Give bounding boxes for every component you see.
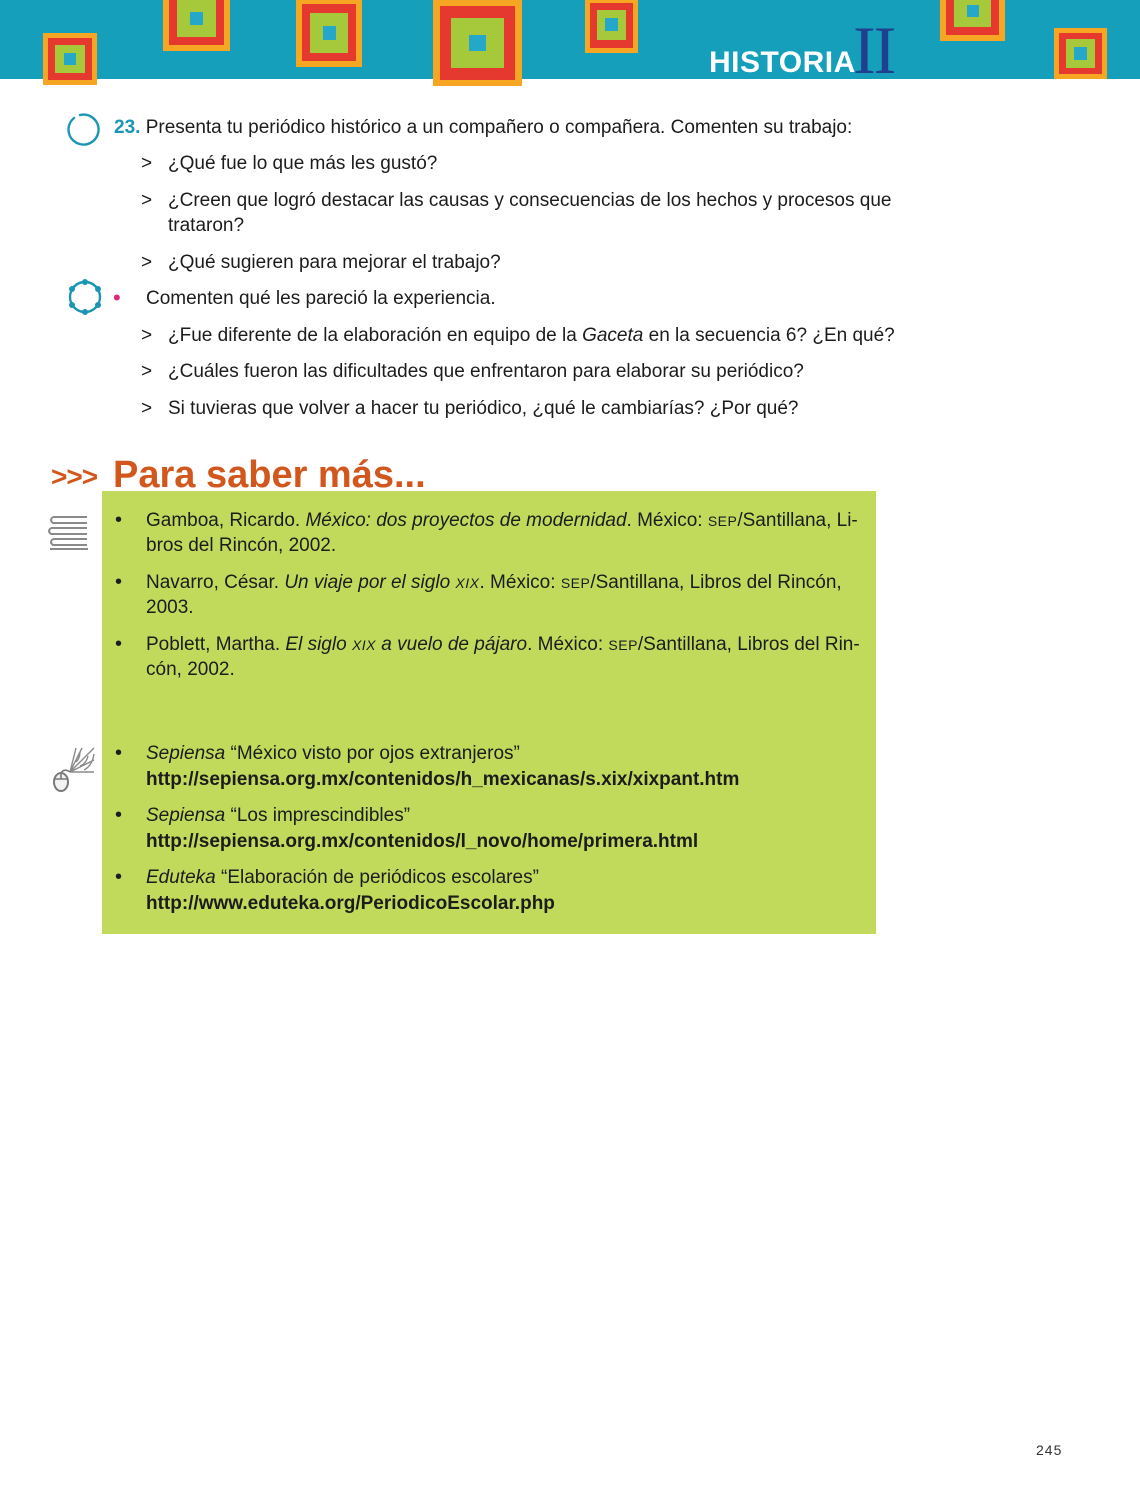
question-1: ¿Qué fue lo que más les gustó? bbox=[168, 153, 438, 174]
group-intro: Comenten qué les pareció la experiencia. bbox=[146, 288, 496, 309]
subject-title: HISTORIA bbox=[709, 46, 856, 79]
text: a vuelo de pájaro bbox=[376, 634, 528, 655]
web-link-1[interactable]: http://sepiensa.org.mx/contenidos/h_mexicanas/s.xix/xixpant.htm bbox=[146, 769, 740, 790]
group-activity-icon bbox=[65, 278, 105, 316]
text: en la secuencia 6? ¿En qué? bbox=[643, 325, 895, 346]
page-number: 245 bbox=[1036, 1442, 1063, 1458]
text: . México: bbox=[479, 572, 561, 593]
question-marker: > bbox=[141, 325, 153, 346]
decorative-square bbox=[585, 0, 638, 53]
web-bullet: • bbox=[115, 866, 123, 888]
section-arrows: >>> bbox=[51, 461, 98, 492]
book-title: México: dos proyectos de modernidad bbox=[305, 510, 627, 531]
individual-activity-icon bbox=[66, 112, 104, 148]
web-bullet: • bbox=[115, 804, 123, 826]
web-reference-2 bbox=[146, 803, 862, 828]
group-question-3: Si tuvieras que volver a hacer tu periódico, ¿qué le cambiarías? ¿Por qué? bbox=[168, 398, 799, 419]
decorative-square bbox=[163, 0, 230, 51]
book-reference-3-cont: cón, 2002. bbox=[146, 659, 235, 680]
book-bullet: • bbox=[115, 509, 123, 531]
publisher-abbr: SEP bbox=[560, 575, 591, 591]
decorative-square bbox=[940, 0, 1005, 41]
decorative-square bbox=[43, 33, 97, 85]
text: El siglo bbox=[285, 634, 352, 655]
site-name: Eduteka bbox=[146, 867, 216, 888]
question-marker: > bbox=[141, 153, 153, 174]
book-reference-2 bbox=[146, 570, 862, 596]
question-marker: > bbox=[141, 361, 153, 382]
web-reference-1 bbox=[146, 741, 862, 766]
text: “México visto por ojos extranjeros” bbox=[225, 743, 520, 764]
book-reference-1-cont: bros del Rincón, 2002. bbox=[146, 535, 337, 556]
web-link-3[interactable]: http://www.eduteka.org/PeriodicoEscolar.php bbox=[146, 893, 555, 914]
book-reference-1 bbox=[146, 508, 862, 534]
text: . México: bbox=[527, 634, 609, 655]
question-3: ¿Qué sugieren para mejorar el trabajo? bbox=[168, 252, 501, 273]
decorative-square bbox=[1054, 28, 1107, 79]
author: Gamboa, Ricardo. bbox=[146, 510, 306, 531]
book-reference-3 bbox=[146, 632, 862, 658]
text: ¿Fue diferente de la elaboración en equipo de la bbox=[168, 325, 583, 346]
group-question-1 bbox=[168, 323, 895, 348]
publication-name: Gaceta bbox=[582, 325, 644, 346]
text: Un viaje por el siglo bbox=[284, 572, 456, 593]
question-marker: > bbox=[141, 190, 153, 211]
question-2-cont: trataron? bbox=[168, 215, 245, 236]
web-bullet: • bbox=[115, 742, 123, 764]
books-icon bbox=[47, 513, 91, 553]
activity-23 bbox=[114, 115, 852, 140]
book-title bbox=[284, 572, 479, 593]
group-bullet: • bbox=[113, 285, 121, 310]
question-2: ¿Creen que logró destacar las causas y consecuencias de los hechos y procesos que bbox=[168, 190, 892, 211]
volume-numeral: II bbox=[853, 12, 895, 88]
section-title: Para saber más... bbox=[113, 454, 426, 496]
decorative-square bbox=[296, 0, 362, 67]
group-question-2: ¿Cuáles fueron las dificultades que enfrentaron para elaborar su periódico? bbox=[168, 361, 804, 382]
book-reference-2-cont: 2003. bbox=[146, 597, 194, 618]
site-name: Sepiensa bbox=[146, 805, 226, 826]
text: /Santillana, Libros del Rincón, bbox=[590, 572, 842, 593]
activity-intro: Presenta tu periódico histórico a un compañero o compañera. Comenten su trabajo: bbox=[145, 117, 853, 138]
text: . México: bbox=[626, 510, 708, 531]
decorative-square bbox=[433, 0, 522, 86]
text: /Santillana, Libros del Rin- bbox=[637, 634, 860, 655]
century-numeral: XIX bbox=[351, 637, 377, 653]
text: “Elaboración de periódicos escolares” bbox=[215, 867, 539, 888]
activity-number: 23. bbox=[114, 117, 141, 138]
site-name: Sepiensa bbox=[146, 743, 226, 764]
text: /Santillana, Li- bbox=[737, 510, 858, 531]
book-bullet: • bbox=[115, 571, 123, 593]
question-marker: > bbox=[141, 398, 153, 419]
text: “Los imprescindibles” bbox=[225, 805, 411, 826]
century-numeral: XIX bbox=[455, 575, 480, 591]
web-mouse-icon bbox=[50, 746, 98, 794]
publisher-abbr: SEP bbox=[608, 637, 638, 653]
book-title bbox=[285, 634, 527, 655]
author: Navarro, César. bbox=[146, 572, 285, 593]
author: Poblett, Martha. bbox=[146, 634, 286, 655]
publisher-abbr: SEP bbox=[707, 513, 738, 529]
book-bullet: • bbox=[115, 633, 123, 655]
web-reference-3 bbox=[146, 865, 862, 890]
question-marker: > bbox=[141, 252, 153, 273]
web-link-2[interactable]: http://sepiensa.org.mx/contenidos/l_novo/home/primera.html bbox=[146, 831, 699, 852]
